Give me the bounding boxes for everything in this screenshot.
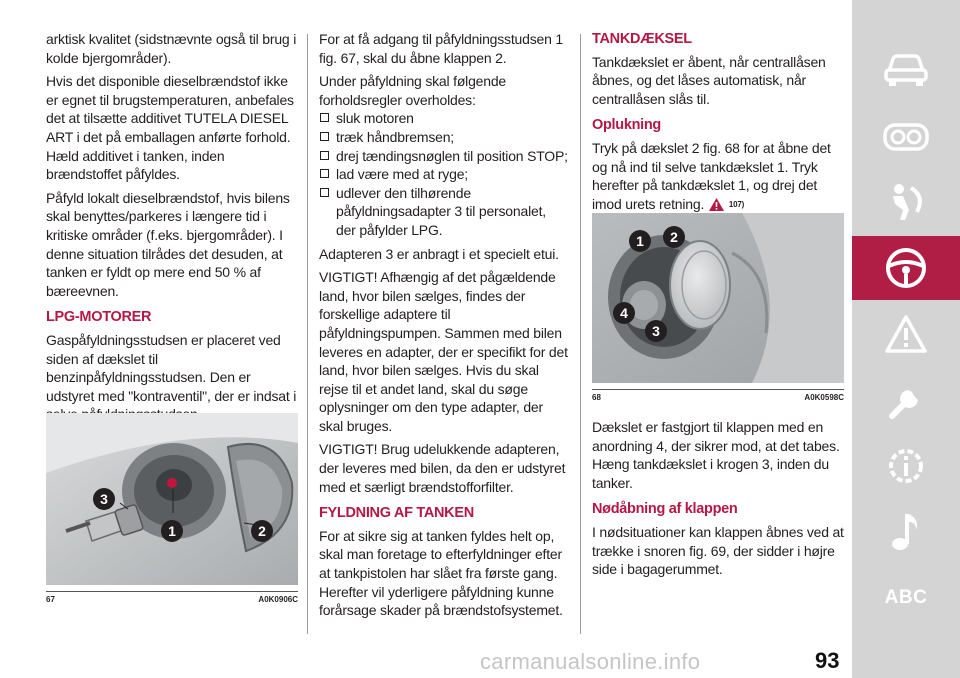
column-3 [592, 30, 844, 221]
figure-68-fuel-cap [592, 213, 844, 383]
warning-triangle-icon [884, 314, 928, 354]
sidebar-item-index[interactable] [852, 566, 960, 630]
svg-text:2: 2 [258, 523, 266, 539]
callout-2 [663, 226, 685, 248]
column-divider [307, 34, 308, 634]
page-number: 93 [815, 648, 840, 673]
list-item: drej tændingsnøglen til position STOP; [319, 147, 569, 166]
sidebar-item-multimedia[interactable] [852, 500, 960, 564]
section-heading-filling: FYLDNING AF TANKEN [319, 505, 474, 522]
paragraph: Dækslet er fastgjort til klappen med en anordning 4, der sikrer mod, at det tabes. Hæng tankdækslet i krogen 3, inden du tanker. [592, 419, 840, 491]
paragraph: Gaspåfyldningsstudsen er placeret ved siden af dækslet til benzinpåfyldningsstudsen. Den er udstyret med "kontraventil", der er indsat i [46, 331, 297, 404]
svg-text:3: 3 [100, 491, 108, 507]
callout-3 [93, 488, 115, 510]
index-label: ABC [884, 587, 928, 608]
warning-reference: 107) [728, 199, 745, 209]
svg-text:3: 3 [652, 323, 660, 339]
svg-text:1: 1 [168, 523, 176, 539]
steering-wheel-icon [884, 246, 928, 290]
precaution-list [319, 109, 569, 239]
paragraph: arktisk kvalitet (sidstnævnte også til brug i kolde bjergområder). [46, 31, 297, 66]
column-3-lower [592, 418, 844, 584]
list-item: udlever den tilhørende påfyldningsadapter 3 til personalet, der påfylder LPG. [319, 184, 569, 240]
callout-2 [251, 520, 273, 542]
watermark: carmanualsonline.info [480, 649, 701, 674]
subheading-opening: Oplukning [592, 117, 661, 134]
sidebar-item-technical-data[interactable] [852, 434, 960, 498]
paragraph: Hvis det disponible dieselbrændstof ikke er egnet til brugstemperaturen, anbefales det at tilsætte additivet TUTELA DIESEL ART i det på emballagen anførte forhold. Hæld additivet i tanken, inden brændstoffet påfyldes. [46, 73, 294, 183]
column-divider [580, 34, 581, 634]
figure-code: A0K0906C [258, 595, 298, 604]
section-heading-lpg: LPG-MOTORER [46, 309, 152, 326]
paragraph: VIGTIGT! Brug udelukkende adapteren, der leveres med bilen, da den er udstyret med et særligt brændstofforfilter. [319, 441, 566, 495]
wrench-icon [884, 378, 928, 422]
paragraph: I nødsituationer kan klappen åbnes ved at trække i snoren fig. 69, der sidder i højre side i bagagerummet. [592, 523, 844, 578]
paragraph: For at få adgang til påfyldningsstudsen 1 fig. 67, skal du åbne klappen 2. [319, 31, 563, 66]
sidebar-item-maintenance[interactable] [852, 368, 960, 432]
svg-text:4: 4 [620, 305, 628, 321]
sidebar-item-dashboard[interactable] [852, 104, 960, 168]
list-item: sluk motoren [319, 109, 569, 128]
column-1 [46, 30, 298, 429]
callout-4 [613, 302, 635, 324]
list-item: lad være med at ryge; [319, 165, 569, 184]
figure-code: A0K0598C [804, 393, 844, 402]
figure-67-lpg-filler [46, 413, 298, 585]
paragraph: Under påfyldning skal følgende forholdsregler overholdes: [319, 73, 507, 108]
list-item: træk håndbremsen; [319, 128, 569, 147]
callout-1 [161, 520, 183, 542]
paragraph-with-warning [592, 139, 844, 216]
figure-67-caption [46, 591, 298, 604]
paragraph: Adapteren 3 er anbragt i et specielt etui. [319, 245, 559, 262]
sidebar-item-safety[interactable] [852, 170, 960, 234]
paragraph: Tankdækslet er åbent, når centrallåsen åbnes, og det låses automatisk, når centrallåsen slås til. [592, 53, 826, 107]
figure-number: 67 [46, 595, 55, 604]
airbag-person-icon [883, 182, 929, 222]
subheading-emergency-opening: Nødåbning af klappen [592, 501, 738, 518]
figure-number: 68 [592, 393, 601, 402]
music-note-icon [886, 510, 926, 554]
sidebar-item-car[interactable] [852, 38, 960, 102]
gear-info-icon [884, 444, 928, 488]
car-icon [883, 53, 929, 87]
paragraph: For at sikre sig at tanken fyldes helt op, skal man foretage to efterfyldninger efter at tankpistolen har slået fra første gang. Herefter vil yderligere påfyldning kunne forårsage skader på brændstofsystemet. [319, 527, 563, 619]
column-2 [319, 30, 569, 625]
dashboard-icon [883, 119, 929, 153]
sidebar-item-emergency[interactable] [852, 302, 960, 366]
chapter-sidebar [852, 0, 960, 678]
svg-text:2: 2 [670, 229, 678, 245]
figure-68-caption [592, 389, 844, 402]
section-heading-fuel-cap: TANKDÆKSEL [592, 31, 692, 47]
paragraph: VIGTIGT! Afhængig af det pågældende land, hvor bilen sælges, findes der forskellige adaptere til påfyldningspumpen. Sammen med bilen leveres en adapter, der er specifikt for det land, hvor bilen sælges. Hvis du skal rejse til et andet land, skal du søge oplysninger om den type adapter, der skal bruges. [319, 269, 568, 434]
callout-1 [629, 230, 651, 252]
paragraph-text: Tryk på dækslet 2 fig. 68 for at åbne det og nå ind til selve tankdækslet 1. Tryk herefter på tankdækslet 1, og drej det imod urets retning. [592, 139, 831, 212]
svg-text:1: 1 [636, 233, 644, 249]
paragraph: Påfyld lokalt dieselbrændstof, hvis bilens skal benyttes/parkeres i længere tid i kritiske områder (f.eks. bjergområder). I denne situation tilrådes det desuden, at tanken er fyldt op mere end 50 % af bæreevnen. [46, 189, 290, 299]
sidebar-item-driving[interactable] [852, 236, 960, 300]
callout-3 [645, 320, 667, 342]
